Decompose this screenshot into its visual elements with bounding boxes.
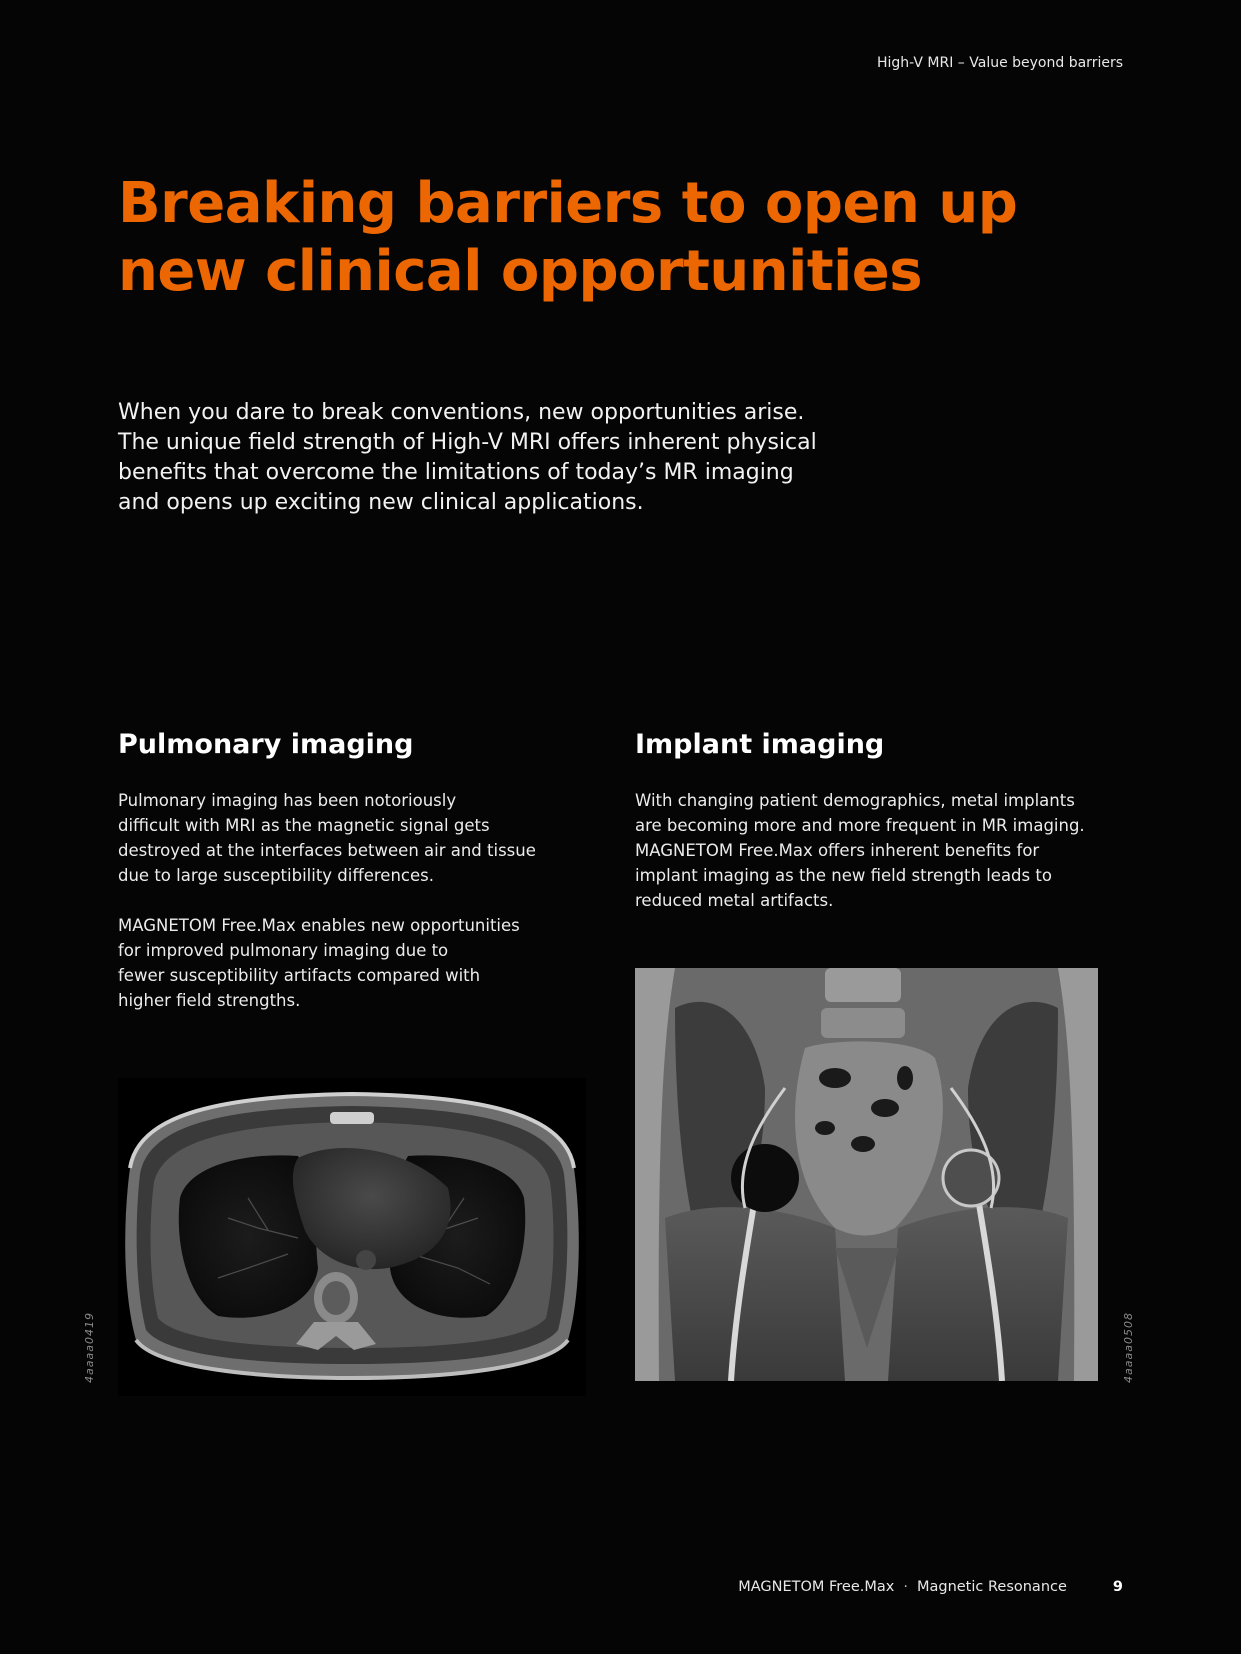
page-number: 9 [1112, 1579, 1123, 1595]
chest-mri-image [118, 1078, 586, 1396]
pelvis-mri-image [635, 968, 1098, 1381]
pulmonary-paragraph-2: MAGNETOM Free.Max enables new opportunities for improved pulmonary imaging due to fewer susceptibility artifacts compared with higher field strengths. [118, 916, 520, 1010]
footer-separator: · [903, 1579, 908, 1595]
pulmonary-paragraph-1: Pulmonary imaging has been notoriously difficult with MRI as the magnetic signal gets destroyed at the interfaces between air and tissue due to large susceptibility differences. [118, 791, 536, 885]
footer-product: MAGNETOM Free.Max [738, 1579, 895, 1595]
page-headline: Breaking barriers to open up new clinical opportunities [118, 171, 1018, 304]
pulmonary-heading: Pulmonary imaging [118, 729, 414, 760]
intro-paragraph: When you dare to break conventions, new opportunities arise. The unique field strength of High-V MRI offers inherent physical benefits that overcome the limitations of today’s MR imaging and opens up exciting new clinical applications. [118, 400, 817, 515]
implant-paragraph-1: With changing patient demographics, metal implants are becoming more and more frequent in MR imaging. MAGNETOM Free.Max offers inherent benefits for implant imaging as the new field strength leads to reduced metal artifacts. [635, 791, 1085, 910]
footer-section: Magnetic Resonance [916, 1579, 1067, 1595]
pulmonary-section [118, 728, 598, 1038]
pulmonary-image-id: 4aaaa0419 [83, 1312, 96, 1383]
running-header: High-V MRI – Value beyond barriers [876, 55, 1123, 71]
implant-heading: Implant imaging [635, 729, 885, 760]
implant-section [635, 728, 1105, 938]
page-footer [738, 1579, 1123, 1595]
implant-image-id: 4aaaa0508 [1122, 1312, 1135, 1383]
